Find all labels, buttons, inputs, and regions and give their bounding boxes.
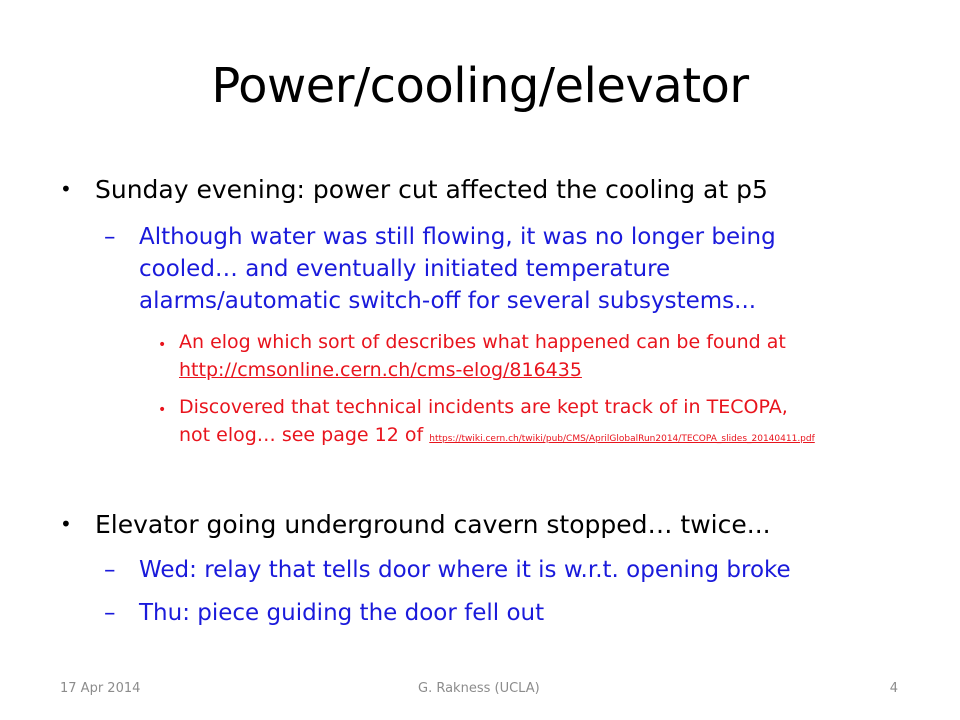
bullet-elevator: Elevator going underground cavern stopped… twice... bbox=[95, 510, 771, 539]
elog-link[interactable]: http://cmsonline.cern.ch/cms-elog/816435 bbox=[179, 359, 582, 381]
tecopa-link[interactable]: https://twiki.cern.ch/twiki/pub/CMS/AprilGlobalRun2014/TECOPA_slides_20140411.pdf bbox=[429, 434, 815, 444]
sub-sub-bullet-elog-line-1: An elog which sort of describes what happened can be found at bbox=[179, 331, 786, 353]
bullet-marker: • bbox=[60, 512, 72, 536]
tecopa-line-2 bbox=[179, 424, 815, 446]
footer-author: G. Rakness (UCLA) bbox=[418, 681, 540, 696]
footer-page-number: 4 bbox=[889, 681, 898, 696]
bullet-sunday-evening: Sunday evening: power cut affected the cooling at p5 bbox=[95, 175, 768, 204]
sub-bullet-cooling-line-3: alarms/automatic switch-off for several subsystems... bbox=[139, 288, 757, 314]
sub-bullet-marker: – bbox=[104, 600, 116, 626]
sub-bullet-wed: Wed: relay that tells door where it is w.r.t. opening broke bbox=[139, 557, 791, 583]
tecopa-line-2-text: not elog… see page 12 of bbox=[179, 424, 424, 446]
sub-sub-bullet-marker: • bbox=[158, 337, 167, 353]
sub-bullet-marker: – bbox=[104, 224, 116, 250]
sub-bullet-thu: Thu: piece guiding the door fell out bbox=[139, 600, 545, 626]
footer-date: 17 Apr 2014 bbox=[60, 681, 141, 696]
sub-sub-bullet-marker: • bbox=[158, 402, 167, 418]
slide-title: Power/cooling/elevator bbox=[211, 58, 749, 114]
sub-bullet-cooling-line-2: cooled… and eventually initiated temperature bbox=[139, 256, 671, 282]
bullet-marker: • bbox=[60, 177, 72, 201]
sub-sub-bullet-tecopa-line-1: Discovered that technical incidents are kept track of in TECOPA, bbox=[179, 396, 788, 418]
sub-bullet-cooling-line-1: Although water was still flowing, it was no longer being bbox=[139, 224, 776, 250]
elog-link-line bbox=[179, 359, 582, 381]
sub-bullet-marker: – bbox=[104, 557, 116, 583]
